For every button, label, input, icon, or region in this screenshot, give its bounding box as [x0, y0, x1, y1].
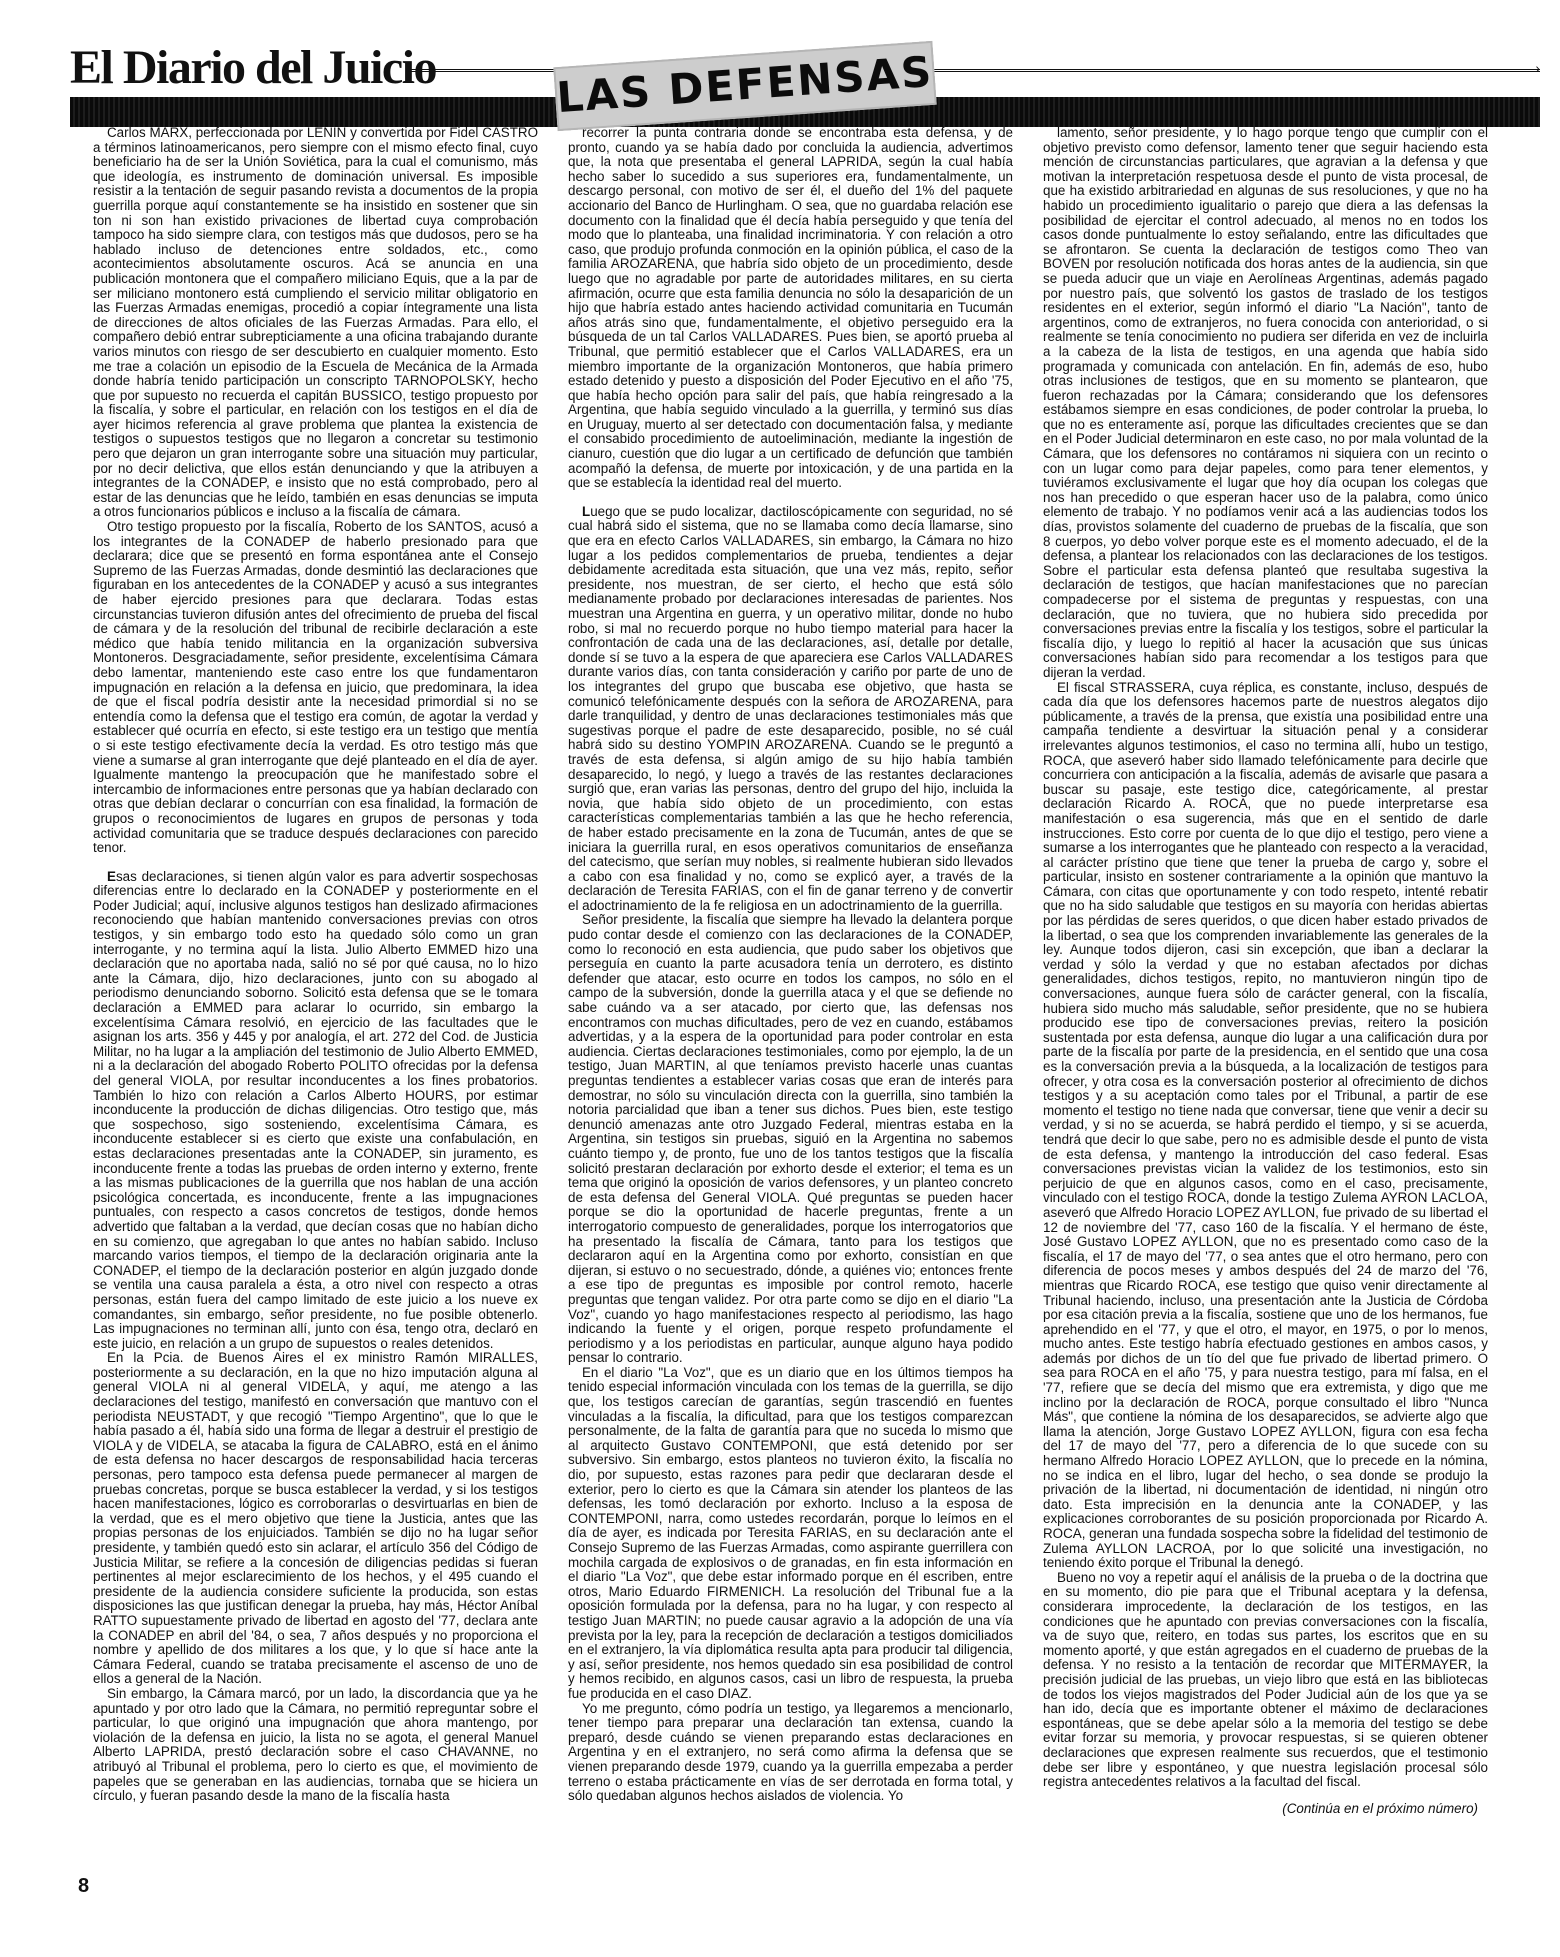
paragraph: Yo me pregunto, cómo podría un testigo, ya llegaremos a mencionarlo, tener tiempo para preparar una declaración tan extensa, cuando la preparó, desde cuándo se vienen preparando estas declaraciones en Argentina y en el extranjero, no será como afirma la defensa que se vienen preparando desde 1979, cuando ya la guerrilla empezaba a perder terreno o estaba prácticamente en vías de ser derrotada en forma total, y sólo quedaban algunos hechos aislados de violencia. Yo — [568, 1700, 1013, 1804]
paragraph: Luego que se pudo localizar, dactiloscópicamente con seguridad, no sé cual habrá sido el sistema, que no se llamaba como decía llamarse, sino que era en efecto Carlos VALLADARES, sin embargo, la Cámara no hizo lugar a los pedidos complementarios de prueba, tendientes a dejar debidamente acreditada esta situación, que una vez más, repito, señor presidente, nos muestran, de ser cierto, el hecho que está sólo medianamente probado por declaraciones interesadas de parientes. Nos muestran una Argentina en guerra, y un operativo militar, donde no hubo robo, si mal no recuerdo porque no hubo tiempo material para hacer la confrontación de cada una de las declaraciones, así, detalle por detalle, donde sí se tuvo a la espera de que apareciera ese Carlos VALLADARES durante varios días, con tanta consideración y cariño por parte de uno de los integrantes del grupo que buscaba ese objetivo, que hasta se comunicó telefónicamente después con la señora de AROZARENA, para darle tranquilidad, y dentro de unas declaraciones testimoniales más que sugestivas porque el padre de este desaparecido, posible, no sé cuál habrá sido su destino YOMPIN AROZARENA. Cuando se le preguntó a través de esta defensa, si algún amigo de su hijo había también desaparecido, lo negó, y luego a través de las restantes declaraciones surgió que, eran varias las personas, dentro del grupo del hijo, incluida la novia, que había sido objeto de un procedimiento, con estas características complementarias también a las que he hecho referencia, de haber estado precisamente en la zona de Tucumán, antes de que se iniciara la guerrilla rural, en esos operativos comunitarios de enseñanza del catecismo, que serían muy nobles, si realmente hubieran sido llevados a cabo con esa finalidad y no, como se explicó ayer, a través de la declaración de Teresita FARIAS, con el fin de ganar terreno y de convertir el adoctrinamiento de la fe religiosa en un adoctrinamiento de la guerrilla. — [568, 503, 1013, 913]
paragraph: En la Pcia. de Buenos Aires el ex ministro Ramón MIRALLES, posteriormente a su declaración, en la que no hizo imputación alguna al general VIOLA ni al general VIDELA, y aquí, me atengo a las declaraciones del testigo, manifestó en conversación que mantuvo con el periodista NEUSTADT, y que recogió "Tiempo Argentino", que lo que le había pasado a él, había sido una forma de llegar a destruir el prestigio de VIOLA y de VIDELA, se atacaba la figura de CALABRO, está en el ánimo de esta defensa no hacer descargos de responsabilidad hacia terceras personas, pero tampoco esta defensa puede permanecer al margen de pruebas concretas, porque se busca establecer la verdad, y si los testigos hacen manifestaciones, lógico es corroborarlas o desvirtuarlas en bien de la verdad, que es el mero objetivo que tiene la Justicia, antes que las propias personas de los enjuiciados. También se dijo no ha lugar señor presidente, y también quedó esto sin aclarar, el artículo 356 del Código de Justicia Militar, se refiere a la concesión de diligencias pedidas si fueran pertinentes al mejor esclarecimiento de los hechos, y el 495 cuando el presidente de la audiencia considere suficiente la producida, son estas disposiciones las que justifican denegar la prueba, hay más, Héctor Aníbal RATTO supuestamente privado de libertad en agosto del '77, declara ante la CONADEP en abril del '84, o sea, 7 años después y no proporciona el nombre y apellido de dos militares a los que, y lo que sí hace ante la Cámara Federal, cuando se trataba precisamente el ascenso de uno de ellos a general de la Nación. — [93, 1350, 538, 1687]
paragraph: lamento, señor presidente, y lo hago porque tengo que cumplir con el objetivo previsto como defensor, lamento tener que seguir haciendo esta mención de circunstancias particulares, que agravian a la defensa y que motivan la interpretación respetuosa desde el punto de vista procesal, de que ha existido arbitrariedad en algunas de sus resoluciones, y que no ha habido un procedimiento igualitario o parejo que diera a las defensas la posibilidad de ejercitar el control adecuado, al menos no en todos los casos donde puntualmente lo estoy señalando, entre las dificultades que se afrontaron. Se cuenta la declaración de testigos como Theo van BOVEN por resolución notificada dos horas antes de la audiencia, sin que se pueda aducir que un viaje en Aerolíneas Argentinas, además pagado por nuestro país, que solventó los gastos de traslado de los testigos residentes en el exterior, según informó el diario "La Nación", tanto de argentinos, como de extranjeros, no fuera conocida con anterioridad, o si realmente se tenía conocimiento no pudiera ser diferida en vez de incluirla a la cabeza de la lista de testigos, en una agenda que había sido programada y comunicada con antelación. En fin, además de eso, hubo otras inclusiones de testigos, que en su momento se plantearon, que fueron rechazadas por la Cámara; considerando que los defensores estábamos siempre en esas condiciones, de poder controlar la prueba, lo que no es enteramente así, porque las dificultades crecientes que se dan en el Poder Judicial determinaron en este caso, no por mala voluntad de la Cámara, que los defensores no contáramos ni siquiera con un recinto o con un lugar como para dejar papeles, como para tener elementos, y tuviéramos exclusivamente el lugar que hoy día ocupan los colegas que nos han precedido o que esperan hacer uso de la palabra, como único elemento de trabajo. Y no podíamos venir acá a las audiencias todos los días, provistos solamente del cuaderno de pruebas de la fiscalía, que son 8 cuerpos, yo debo volver porque este es el momento adecuado, el de la defensa, a plantear los relacionados con las declaraciones de los testigos. Sobre el particular esta defensa planteó que resultaba sugestiva la declaración de testigos, que hacían manifestaciones que no parecían compadecerse por el sistema de preguntas y respuestas, con una declaración, que no tuviera, que no hubiera sido precedida por conversaciones previas entre la fiscalía y los testigos, sobre el particular la fiscalía dijo, y luego lo repitió al hacer la acusación que sus únicas conversaciones habían sido para recomendar a los testigos para que dijeran la verdad. — [1043, 126, 1488, 680]
page-number: 8 — [78, 1875, 90, 1897]
paragraph: recorrer la punta contraria donde se encontraba esta defensa, y de pronto, cuando ya se había dado por concluida la audiencia, advertimos que, la nota que presentaba el general LAPRIDA, según la cual había hecho saber lo sucedido a sus superiores era, fundamentalmente, un descargo personal, con motivo de ser él, el dueño del 1% del paquete accionario del Banco de Hurlingham. O sea, que no guardaba relación ese documento con la finalidad que él decía había perseguido y que tenía del modo que lo planteaba, una finalidad incriminatoria. Y con relación a otro caso, que produjo profunda conmoción en la opinión pública, el caso de la familia AROZARENA, que habría sido objeto de un procedimiento, desde luego que no agradable por parte de autoridades militares, en su cierta afirmación, ocurre que esta familia denuncia no sólo la desaparición de un hijo que habría estado antes haciendo actividad comunitaria en Tucumán años atrás sino que, fundamentalmente, el objetivo perseguido era la búsqueda de un tal Carlos VALLADARES. Pues bien, se aportó prueba al Tribunal, que permitió establecer que el Carlos VALLADARES, era un miembro importante de la organización Montoneros, que había primero estado detenido y puesto a disposición del Poder Ejecutivo en el año '75, que había hecho opción para salir del país, que había reingresado a la Argentina, que había seguido vinculado a la guerrilla, y terminó sus días en Uruguay, muerto al ser detectado con documentación falsa, y mediante el consabido procedimiento de autoeliminación, mediante la ingestión de cianuro, cuestión que dio lugar a un certificado de defunción que también acompañó la defensa, de muerte por intoxicación, y de una partida en la que se establecía la identidad real del muerto. — [568, 126, 1013, 491]
paragraph: En el diario "La Voz", que es un diario que en los últimos tiempos ha tenido especial información vinculada con los temas de la guerrilla, se dijo que, los testigos carecían de garantías, según trascendió en fuentes vinculadas a la fiscalía, la dificultad, para que los testigos comparezcan personalmente, de la falta de garantía para que no suceda lo mismo que al arquitecto Gustavo CONTEMPONI, que está detenido por ser subversivo. Sin embargo, estos planteos no tuvieron éxito, la fiscalía no dio, por supuesto, estas razones para pedir que declararan desde el exterior, pero lo cierto es que la Cámara sin atender los planteos de las defensas, les tomó declaración por exhorto. Incluso a la esposa de CONTEMPONI, narra, como ustedes recordarán, porque lo leímos en el día de ayer, es indicada por Teresita FARIAS, en su declaración ante el Consejo Supremo de las Fuerzas Armadas, como aspirante guerrillera con mochila cargada de explosivos o de granadas, en fin esta información en el diario "La Voz", que debe estar informado porque en él escriben, entre otros, Mario Eduardo FIRMENICH. La resolución del Tribunal fue a la oposición formulada por la defensa, para no ha lugar, y con respecto al testigo Juan MARTIN; no puede causar agravio a la adopción de una vía prevista por la ley, para la recepción de declaración a testigos domiciliados en el extranjero, la vía diplomática resulta apta para producir tal diligencia, y así, señor presidente, nos hemos quedado sin esa posibilidad de control y hemos recibido, en algunos casos, casi un libro de respuesta, la prueba fue producida en el caso DIAZ. — [568, 1364, 1013, 1701]
article-body — [93, 126, 1488, 1856]
paragraph: El fiscal STRASSERA, cuya réplica, es constante, incluso, después de cada día que los defensores hacemos parte de nuestros alegatos dijo públicamente, a través de la prensa, que existía una posibilidad entre una campaña tendiente a desvirtuar la situación penal y a considerar irrelevantes algunos testimonios, el caso no termina allí, hubo un testigo, ROCA, que aseveró haber sido llamado telefónicamente para decirle que concurriera con anticipación a la fiscalía, además de avisarle que pasara a buscar su pasaje, este testigo dice, categóricamente, al prestar declaración Ricardo A. ROCA, que no puede interpretarse esa manifestación o esa sugerencia, más que en el sentido de darle instrucciones. Esto corre por cuenta de lo que dijo el testigo, pero viene a sumarse a los interrogantes que he planteado con respecto a la veracidad, al carácter prístino que tiene que tener la prueba de cargo y, sobre el particular, insisto en sostener contrariamente a la opinión que mantuvo la Cámara, con citas que oportunamente y con todo respeto, intenté rebatir que no ha sido saludable que testigos en su mayoría con heridas abiertas por las pérdidas de seres queridos, o que dicen haber estado privados de la libertad, o sea que los comprenden invariablemente las generales de la ley. Aunque todos dijeron, casi sin excepción, que iban a declarar la verdad y sólo la verdad y que no estaban afectados por dichas generalidades, dichos testigos, repito, no mantuvieron ningún tipo de conversaciones, aunque fuera sólo de carácter general, con la fiscalía, hubiera sido mucho más saludable, señor presidente, que no se hubiera producido ese tipo de conversaciones previas, reitero la posición sustentada por esta defensa, aunque dio lugar a una calificación dura por parte de la fiscalía por parte de la presidencia, en el sentido que una cosa es la conversación previa a la búsqueda, a la localización de testigos para ofrecer, y otra cosa es la conversación posterior al ofrecimiento de dichos testigos y a su aceptación como tales por el Tribunal, a partir de ese momento el testigo no tiene nada que conversar, tiene que venir a decir su verdad, y si no se acuerda, se habrá perdido el tiempo, y si se acuerda, tendrá que decir lo que sabe, pero no es admisible desde el punto de vista de esta defensa, y mantengo la introducción del caso federal. Esas conversaciones previstas vician la validez de los testimonios, esto sin perjuicio de que en algunos casos, como en el caso, precisamente, vinculado con el testigo ROCA, donde la testigo Zulema AYRON LACLOA, aseveró que Alfredo Horacio LOPEZ AYLLON, fue privado de su libertad el 12 de noviembre del '77, caso 160 de la fiscalía. Y el hermano de éste, José Gustavo LOPEZ AYLLON, que no es presentado como caso de la fiscalía, el 17 de mayo del '77, o sea antes que el otro hermano, pero con diferencia de pocos meses y ambos después del 24 de marzo del '76, mientras que Ricardo ROCA, ese testigo que quiso venir directamente al Tribunal haciendo, incluso, una presentación ante la Justicia de Córdoba por esa citación previa a la fiscalía, sostiene que uno de los hermanos, fue aprehendido en el '77, y que el otro, el mayor, en 1975, o por lo menos, mucho antes. Este testigo habría efectuado gestiones en ambos casos, y además por dichos de un tío del que fue privado de libertad primero. O sea para ROCA en el año '75, y para nuestra testigo, para mí falsa, en el '77, refiere que se decía del mismo que era extremista, y digo que me inclino por la declaración de ROCA, porque consultado el libro "Nunca Más", que contiene la nómina de los desaparecidos, se advierte algo que llama la atención, Jorge Gustavo LOPEZ AYLLON, figura con esa fecha del 17 de mayo del '77, pero a diferencia de lo que sucede con su hermano Alfredo Horacio LOPEZ AYLLON, que lo precede en la nómina, no se indica en el libro, lugar del hecho, o sea donde se produjo la privación de la libertad, ni documentación de identidad, ni ningún otro dato. Esta imprecisión en la denuncia ante la CONADEP, y las explicaciones corroborantes de su posición proporcionada por Ricardo A. ROCA, generan una fundada sospecha sobre la fidelidad del testimonio de Zulema AYLLON LACROA, por lo que solicité una investigación, no teniendo éxito porque el Tribunal la denegó. — [1043, 679, 1488, 1571]
paragraph: Sin embargo, la Cámara marcó, por un lado, la discordancia que ya he apuntado y por otro lado que la Cámara, no permitió repreguntar sobre el particular, lo que originó una impugnación que ahora mantengo, por violación de la defensa en juicio, la lista no se agota, el general Manuel Alberto LAPRIDA, prestó declaración sobre el caso CHAVANNE, no atribuyó al Tribunal el problema, pero lo cierto es que, el movimiento de papeles que se generaban en las audiencias, tornaba que se hiciera un círculo, y fueran pasando desde la mano de la fiscalía hasta — [93, 1685, 538, 1804]
paragraph: Señor presidente, la fiscalía que siempre ha llevado la delantera porque pudo contar desde el comienzo con las declaraciones de la CONADEP, como lo reconoció en esta audiencia, que pudo saber los objetivos que perseguía en cuanto la parte acusadora tenía un derrotero, es distinto defender que atacar, esto ocurre en todos los campos, no sólo en el campo de la subversión, donde la guerrilla ataca y el que se defiende no sabe cuándo va a ser atacado, por cierto que, las defensas nos encontramos con muchas dificultades, pero de vez en cuando, estábamos advertidas, y a la espera de la oportunidad para poder controlar en esta audiencia. Ciertas declaraciones testimoniales, como por ejemplo, la de un testigo, Juan MARTIN, al que teníamos previsto hacerle unas cuantas preguntas tendientes a establecer varias cosas que eran de interés para demostrar, no sólo su vinculación directa con la guerrilla, sino también la notoria parcialidad que iban a tener sus dichos. Pues bien, este testigo denunció amenazas ante otro Juzgado Federal, mientras estaba en la Argentina, sin testigos sin pruebas, siguió en la Argentina no sabemos cuánto tiempo y, de pronto, fue uno de los tantos testigos que la fiscalía solicitó prestaran declaración por exhorto desde el exterior; el tema es un tema que originó la oposición de varios defensores, y un planteo concreto de esta defensa del General VIOLA. Qué preguntas se pueden hacer porque se dio la oportunidad de hacerle preguntas, frente a un interrogatorio compuesto de generalidades, porque los interrogatorios que ha presentado la fiscalía de Cámara, tanto para los testigos que declararon aquí en la Argentina como por exhorto, consistían en que dijeran, si estuvo o no secuestrado, dónde, a quiénes vio; entonces frente a ese tipo de preguntas es imposible por control remoto, hacerle preguntas que tengan validez. Por otra parte como se dijo en el diario "La Voz", cuando yo hago manifestaciones respecto al periodismo, las hago indicando la fuente y el origen, porque respeto profundamente el periodismo y a los periodistas en particular, aunque alguno haya podido pensar lo contrario. — [568, 912, 1013, 1366]
continuation-note: (Continúa en el próximo número) — [1282, 1800, 1478, 1816]
article-column-3 — [1043, 126, 1488, 1856]
paragraph: Otro testigo propuesto por la fiscalía, Roberto de los SANTOS, acusó a los integrantes de la CONADEP de haberlo presionado para que declarara; dice que se presentó en forma espontánea ante el Consejo Supremo de las Fuerzas Armadas, donde desmintió las declaraciones que figuraban en los antecedentes de la CONADEP y acusó a sus integrantes de haber ejercido presiones para que declarara. Todas estas circunstancias tuvieron difusión antes del ofrecimiento de prueba del fiscal de cámara y de la resolución del tribunal de recibirle declaración a este médico que había tenido militancia en la organización subversiva Montoneros. Desgraciadamente, señor presidente, excelentísima Cámara debo lamentar, manteniendo este caso entre los que fundamentaron impugnación en relación a la defensa en juicio, que predominara, la idea de que el fiscal podría desistir ante la necesidad primordial si no se entendía como la defensa que el testigo era común, de agotar la verdad y establecer qué ocurría en efecto, si este testigo era un testigo que mentía o si este testigo efectivamente decía la verdad. Es otro testigo más que viene a sumarse al gran interrogante que dejé planteado en el día de ayer. Igualmente mantengo la preocupación que he manifestado sobre el intercambio de informaciones entre personas que ya habían declarado con otras que debían declarar o concurrían con esa finalidad, la formación de grupos o reconocimientos de lugares en grupos de personas y toda actividad comunitaria que se traduce después declaraciones con parecido tenor. — [93, 519, 538, 856]
newspaper-title: El Diario del Juicio — [70, 41, 436, 94]
masthead-rule-end: › — [1535, 60, 1540, 76]
article-column-2 — [568, 126, 1013, 1856]
paragraph: Esas declaraciones, si tienen algún valor es para advertir sospechosas diferencias entre lo declarado en la CONADEP y posteriormente en el Poder Judicial; aquí, inclusive algunos testigos han deslizado afirmaciones reconociendo que habían mantenido conversaciones previas con otros testigos, y sin embargo todo esto ha quedado sólo como un gran interrogante, y no termina aquí la lista. Julio Alberto EMMED hizo una declaración que no aportaba nada, salió no sé por qué causa, no lo hizo ante la Cámara, dijo, hizo declaraciones, junto con su abogado al periodismo denunciando soborno. Solicitó esta defensa que se le tomara declaración a EMMED para aclarar lo ocurrido, sin embargo la excelentísima Cámara resolvió, en ejercicio de las facultades que le asignan los arts. 356 y 445 y por analogía, el art. 272 del Cod. de Justicia Militar, no ha lugar a la ampliación del testimonio de Julio Alberto EMMED, ni a la declaración del abogado Roberto POLITO ofrecidas por la defensa del general VIOLA, por resultar inconducentes a los fines probatorios. También lo hizo con relación a Carlos Alberto HOURS, por estimar inconducente la producción de dichas diligencias. Otro testigo que, más que sospechoso, sigo sosteniendo, excelentísima Cámara, es inconducente establecer si es cierto que existe una confabulación, en estas declaraciones presentadas ante la CONADEP, sin juramento, es inconducente frente a todas las pruebas de orden interno y externo, frente a las mismas publicaciones de la guerrilla que nos hablan de una acción psicológica concertada, es inconducente, frente a las impugnaciones puntuales, con respecto a casos concretos de testigos, donde hemos advertido que faltaban a la verdad, que decían cosas que no habían dicho en su comienzo, que agregaban lo que antes no habían sabido. Incluso marcando varios tiempos, el tiempo de la declaración originaria ante la CONADEP, el tiempo de la declaración posterior en algún juzgado donde se ventila una causa paralela a ésta, a otro nivel con respecto a otras personas, están fuera del campo limitado de este juicio a los nueve ex comandantes, sin embargo, señor presidente, no fue posible obtenerlo. Las impugnaciones no terminan allí, junto con ésa, tengo otra, declaró en este juicio, en relación a un grupo de supuestos o reales detenidos. — [93, 868, 538, 1351]
section-banner: LAS DEFENSAS — [553, 41, 937, 131]
paragraph: Bueno no voy a repetir aquí el análisis de la prueba o de la doctrina que en su momento, dio pie para que el Tribunal aceptara y la defensa, considerara improcedente, la declaración de los testigos, en las condiciones que he apuntado con previas conversaciones con la fiscalía, va de suyo que, reitero, en todas sus partes, los escritos que en su momento aporté, y que están agregados en el cuaderno de pruebas de la defensa. Y no resisto a la tentación de recordar que MITERMAYER, la precisión judicial de las pruebas, un viejo libro que está en las bibliotecas de todos los viejos magistrados del Poder Judicial aún de los que ya se han ido, decía que es importante obtener el máximo de declaraciones espontáneas, que se debe apelar sólo a la memoria del testigo se debe evitar forzar su memoria, y provocar respuestas, si se quieren obtener declaraciones que expresen realmente sus recuerdos, que el testimonio debe ser libre y espontáneo, y que nuestra legislación procesal sólo registra antecedentes relativos a la facultad del fiscal. — [1043, 1569, 1488, 1790]
paragraph: Carlos MARX, perfeccionada por LENIN y convertida por Fidel CASTRO a términos latinoamericanos, pero siempre con el mismo efecto final, cuyo beneficiario ha de ser la Unión Soviética, para la cual el comunismo, más que ideología, es instrumento de dominación universal. Es imposible resistir a la tentación de seguir pasando revista a documentos de la propia guerrilla porque aquí constantemente se ha insistido en sostener que sin ton ni son han existido privaciones de libertad cuya comprobación tampoco ha sido siempre clara, con testigos más que dudosos, pero se ha hablado incluso de detenciones entre soldados, etc., como acontecimientos absolutamente oscuros. Acá se anuncia en una publicación montonera que el compañero miliciano Equis, que a la par de ser miliciano montonero está cumpliendo el servicio militar obligatorio en las Fuerzas Armadas enemigas, procedió a copiar íntegramente una lista de direcciones de altos oficiales de las Fuerzas Armadas. Para ello, el compañero debió entrar subrepticiamente a una oficina trabajando durante varios minutos con riesgo de ser descubierto en cualquier momento. Esto me trae a colación un episodio de la Escuela de Mecánica de la Armada donde habría tenido participación un conscripto TARNOPOLSKY, hecho que por supuesto no recuerda el capitán BUSSICO, testigo propuesto por la fiscalía, y sobre el particular, en relación con los testigos en el día de ayer hicimos referencia al grave problema que plantea la existencia de testigos o supuestos testigos que no llegaron a concretar su testimonio pero que dejaron un gran interrogante sobre una situación muy particular, por no decir delictiva, que ellos están denunciando y que la atribuyen a integrantes de la CONADEP, e insisto que no está comprobado, pero al estar de las denuncias que he leído, también en esas denuncias se imputa a otros funcionarios públicos e incluso a la fiscalía de cámara. — [93, 126, 538, 520]
article-column-1 — [93, 126, 538, 1856]
